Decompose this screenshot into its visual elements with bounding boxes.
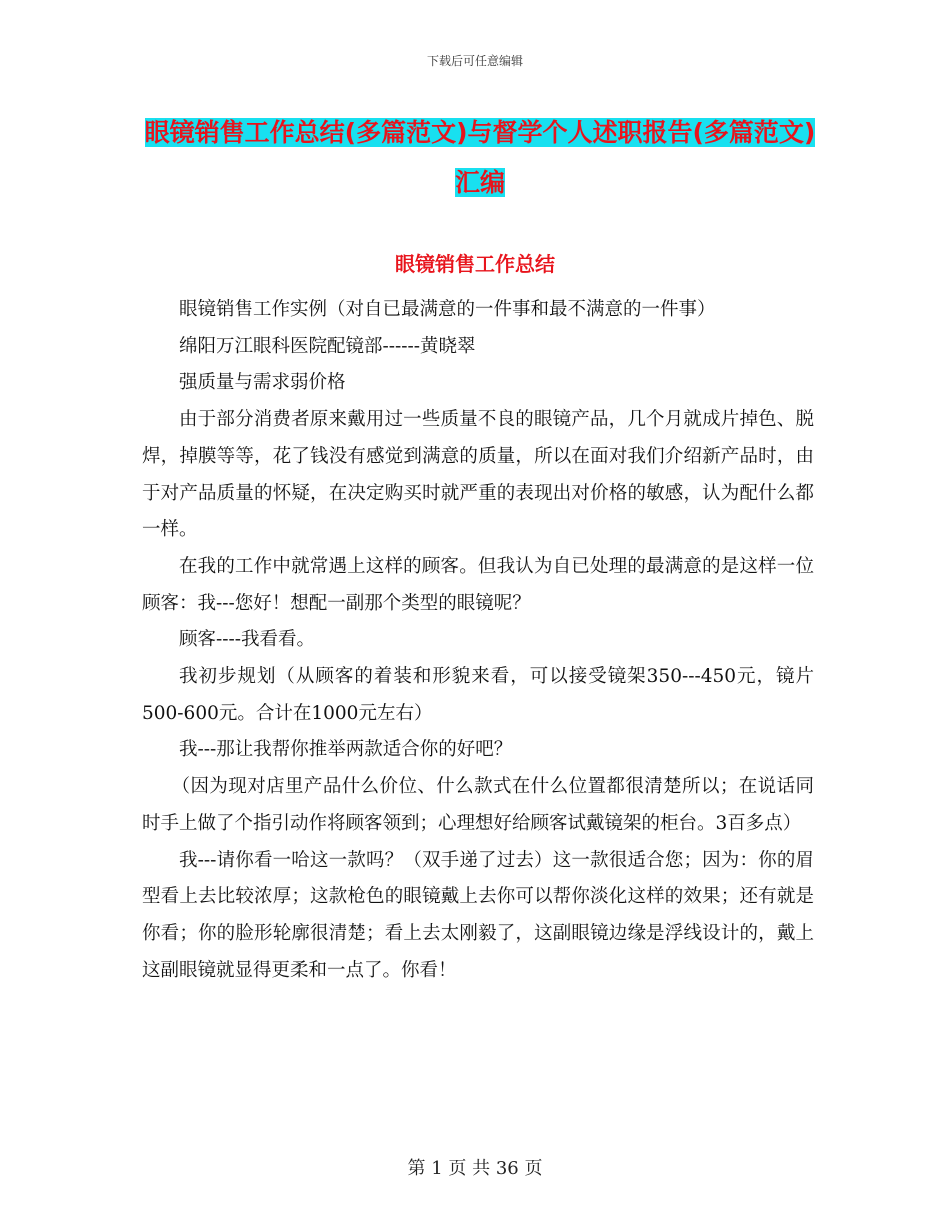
paragraph: 眼镜销售工作实例（对自已最满意的一件事和最不满意的一件事） [179, 299, 716, 320]
document-title-text: 眼镜销售工作总结(多篇范文)与督学个人述职报告(多篇范文)汇编 [144, 118, 816, 197]
paragraph: 我---请你看一哈这一款吗？（双手递了过去）这一款很适合您；因为：你的眉型看上去比较浓厚；这款枪色的眼镜戴上去你可以帮你淡化这样的效果；还有就是你看；你的脸形轮廓很清楚；看上去太刚毅了，这副眼镜边缘是浮线设计的，戴上这副眼镜就显得更柔和一点了。你看！ [142, 849, 814, 981]
document-body [142, 292, 814, 989]
paragraph: 由于部分消费者原来戴用过一些质量不良的眼镜产品，几个月就成片掉色、脱焊，掉膜等等，花了钱没有感觉到满意的质量，所以在面对我们介绍新产品时，由于对产品质量的怀疑，在决定购买时就严重的表现出对价格的敏感，认为配什么都一样。 [142, 409, 814, 541]
paragraph: 绵阳万江眼科医院配镜部------黄晓翠 [179, 335, 476, 357]
page-footer: 第 1 页 共 36 页 [407, 1158, 543, 1179]
paragraph: 在我的工作中就常遇上这样的顾客。但我认为自已处理的最满意的是这样一位顾客：我---您好！想配一副那个类型的眼镜呢？ [142, 555, 814, 614]
paragraph: 强质量与需求弱价格 [179, 372, 346, 394]
paragraph: 我---那让我帮你推举两款适合你的好吧？ [179, 739, 513, 761]
paragraph: 我初步规划（从顾客的着装和形貌来看，可以接受镜架350---450元，镜片500-600元。合计在1000元左右） [142, 666, 814, 724]
paragraph: 顾客----我看看。 [179, 629, 316, 651]
section-title: 眼镜销售工作总结 [395, 252, 555, 276]
paragraph: （因为现对店里产品什么价位、什么款式在什么位置都很清楚所以；在说话同时手上做了个指引动作将顾客领到；心理想好给顾客试戴镜架的柜台。3百多点） [142, 776, 814, 834]
document-title [140, 108, 820, 208]
header-note: 下载后可任意编辑 [426, 54, 523, 68]
